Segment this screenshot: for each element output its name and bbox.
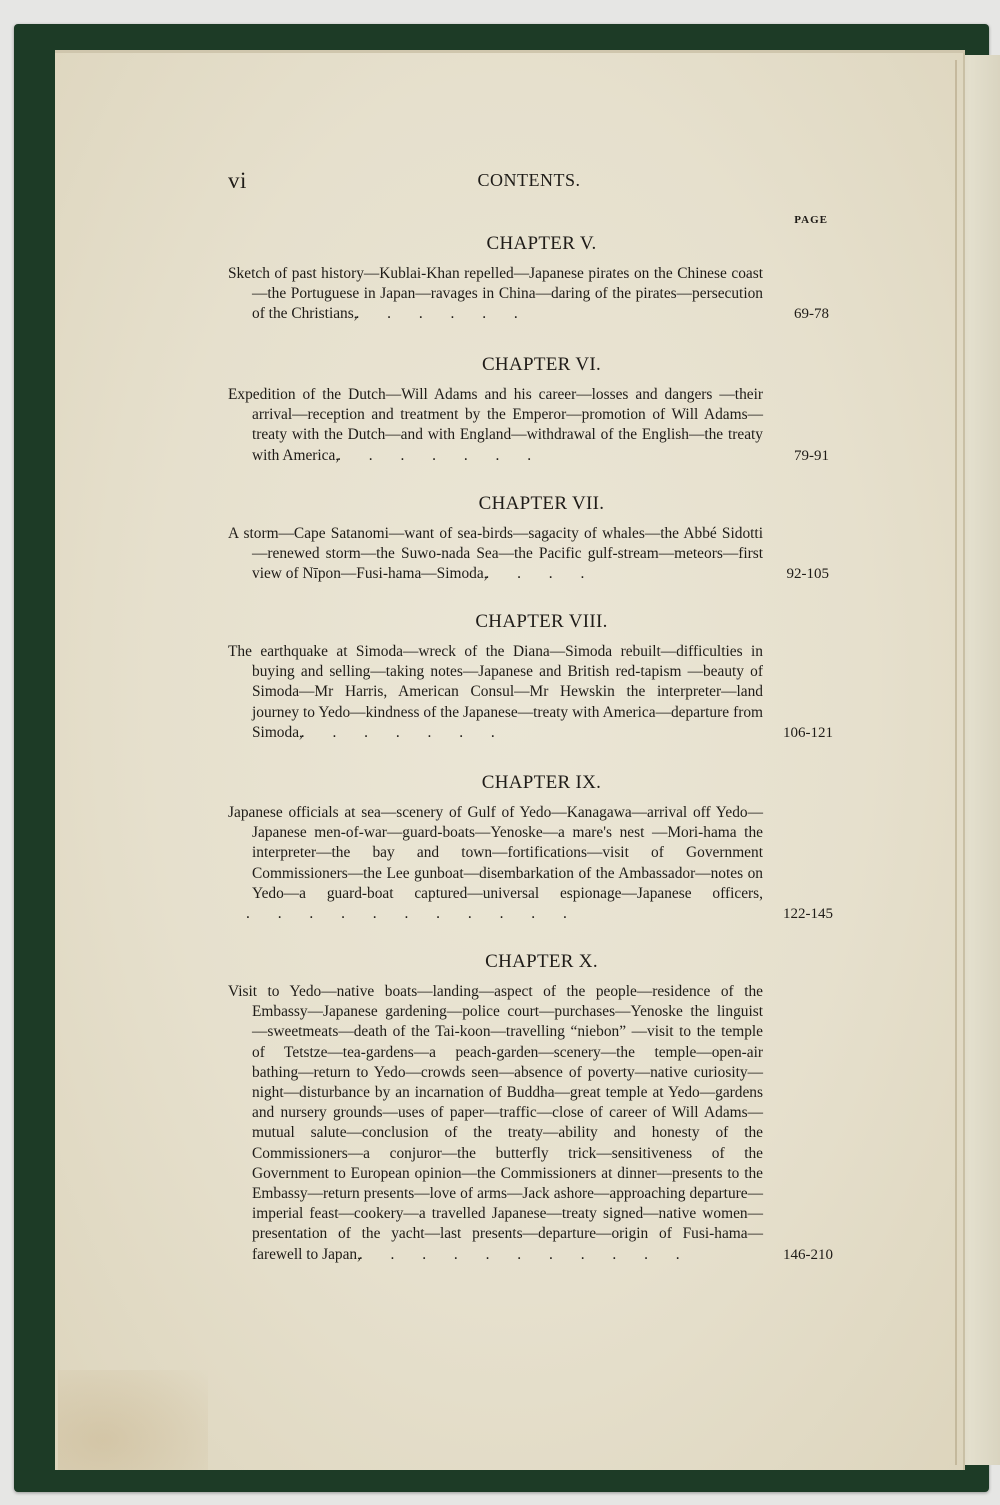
dot-leader: . . . . . . . — [337, 446, 544, 464]
summary-text: Japanese officials at sea—scenery of Gulf of Yedo—Kanagawa—arrival off Yedo—Japanese men-of-war—guard-boats—Yenoske—a mare's nest —Mori-hama the interpreter—the bay and town—fortifications—visit of Government Commissioners—the Lee gunboat—disembarkation of the Ambassador—notes on Yedo—a guard-boat captured—universal espionage—Japanese officers, — [228, 804, 763, 902]
chapter-entry — [228, 353, 833, 466]
chapter-title: CHAPTER X. — [485, 951, 598, 972]
chapter-entry — [228, 610, 833, 743]
page-range: 122-145 — [783, 906, 833, 923]
dot-leader: . . . . . . . — [300, 723, 507, 741]
chapter-title: CHAPTER VIII. — [475, 611, 608, 632]
chapter-title: CHAPTER VII. — [478, 493, 605, 514]
page-column-label: PAGE — [794, 214, 828, 226]
summary-text: The earthquake at Simoda—wreck of the Diana—Simoda rebuilt—difficulties in buying and selling—taking notes—Japanese and British red-tapism —beauty of Simoda—Mr Harris, American Consul—Mr Hewskin the interpreter—land journey to Yedo—kindness of the Japanese—treaty with America—departure from Simoda, — [228, 643, 763, 741]
page-range: 69-78 — [794, 306, 829, 323]
page-range: 92-105 — [786, 566, 829, 583]
summary-text: A storm—Cape Satanomi—want of sea-birds—sagacity of whales—the Abbé Sidotti—renewed storm—the Suwo-nada Sea—the Pacific gulf-stream—meteors—first view of Nīpon—Fusi-hama—Simoda, — [228, 525, 763, 583]
chapter-entry — [228, 492, 833, 585]
chapter-summary — [228, 385, 833, 466]
dot-leader: . . . . . . . . . . . — [358, 1245, 692, 1263]
page-folio: vi — [228, 168, 247, 193]
page-range: 146-210 — [783, 1246, 833, 1263]
page-range: 106-121 — [783, 724, 833, 741]
chapter-title: CHAPTER IX. — [481, 772, 602, 793]
summary-text: Visit to Yedo—native boats—landing—aspect of the people—residence of the Embassy—Japanese gardening—police court—purchases—Yenoske the linguist—sweetmeats—death of the Tai-koon—travelling “niebon” —visit to the temple of Tetstze—tea-gardens—a peach-garden—scenery—the temple—open-air bathing—return to Yedo—crowds seen—absence of poverty—native curiosity—night—disturbance by an incarnation of Buddha—great temple at Yedo—gardens and nursery grounds—uses of paper—traffic—close of career of Will Adams—mutual salute—conclusion of the treaty—ability and honesty of the Commissioners—a conjuror—the butterfly trick—sensitiveness of the Government to European opinion—the Commissioners at dinner—presents to the Embassy—return presents—love of arms—Jack ashore—approaching departure—imperial feast—cookery—a travelled Japanese—treaty signed—native women—presentation of the yacht—last presents—departure—origin of Fusi-hama—farewell to Japan, — [228, 983, 763, 1263]
summary-text: Sketch of past history—Kublai-Khan repelled—Japanese pirates on the Chinese coast—the Portuguese in Japan—ravages in China—daring of the pirates—persecution of the Christians, — [228, 265, 763, 323]
running-head — [228, 168, 830, 198]
dot-leader: . . . . . . — [355, 305, 530, 323]
chapter-summary — [228, 642, 833, 743]
page-title: CONTENTS. — [477, 170, 581, 190]
page-range: 79-91 — [794, 447, 829, 464]
chapter-summary — [228, 803, 833, 924]
chapter-summary — [228, 264, 833, 325]
chapter-title: CHAPTER V. — [486, 233, 597, 254]
chapter-entry — [228, 950, 833, 1265]
dot-leader: . . . . . . . . . . . — [246, 905, 579, 923]
chapter-title: CHAPTER VI. — [481, 354, 602, 375]
chapter-summary — [228, 524, 833, 585]
dot-leader: . . . . — [485, 565, 597, 583]
chapter-entry — [228, 232, 833, 325]
summary-text: Expedition of the Dutch—Will Adams and his career—losses and dangers —their arrival—reception and treatment by the Emperor—promotion of Will Adams—treaty with the Dutch—and with England—withdrawal of the English—the treaty with America, — [228, 386, 763, 464]
chapter-entry — [228, 771, 833, 924]
chapter-summary — [228, 982, 833, 1265]
